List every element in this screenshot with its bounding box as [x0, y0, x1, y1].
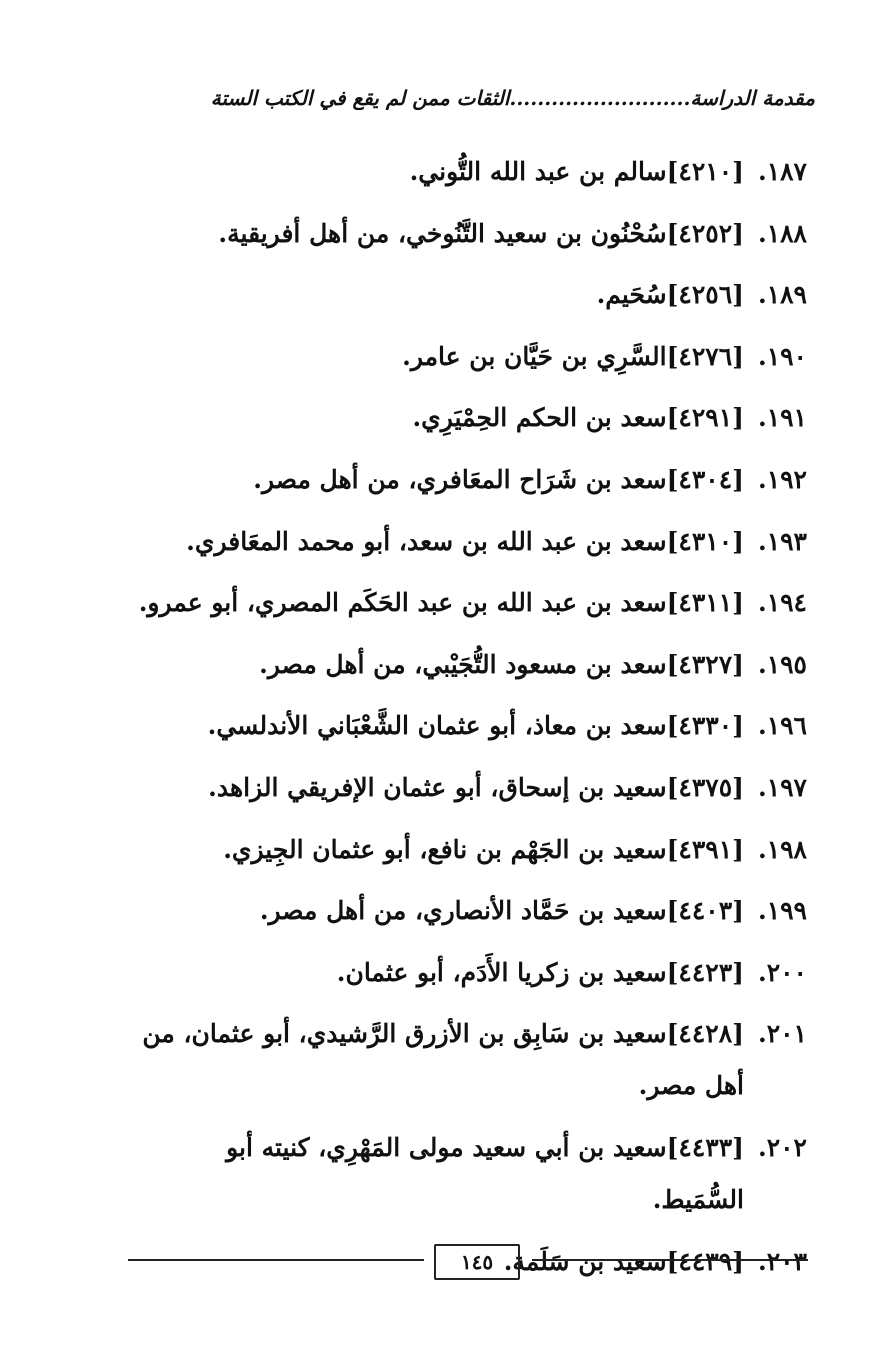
entry-number: ١٩٥ [766, 649, 807, 679]
entry-reference: [٤٣٢٧] [666, 649, 744, 679]
entry-number: ١٨٧ [766, 157, 807, 186]
list-item: ١٩١ . [٤٢٩١]سعد بن الحكم الحِمْيَرِي. [130, 392, 807, 444]
list-item: ٢٠١ . [٤٤٢٨]سعيد بن سَابِق بن الأزرق الرَّشيدي، أبو عثمان، من أهل مصر. [130, 1008, 807, 1112]
entry-text: السَّرِي بن حَيَّان بن عامر. [402, 341, 667, 371]
footer-rule-right [532, 1259, 808, 1261]
entry-reference: [٤٢٩١] [666, 403, 744, 433]
entry-reference: [٤٣٩١] [666, 834, 744, 864]
entry-number: ١٩١ [766, 403, 807, 433]
page-number: ١٤٥ [434, 1244, 520, 1280]
entry-text: سالم بن عبد الله التُّوني. [409, 157, 667, 186]
entry-reference: [٤٢٧٦] [666, 341, 744, 371]
list-item: ١٨٧ . [٤٢١٠]سالم بن عبد الله التُّوني. [130, 146, 807, 198]
entry-text: سعد بن مسعود التُّجَيْبي، من أهل مصر. [259, 649, 667, 679]
entry-list [130, 146, 807, 1297]
entry-number: ١٩٢ [766, 464, 807, 494]
entry-text: سعد بن الحكم الحِمْيَرِي. [412, 403, 667, 433]
list-item: ٢٠٠ . [٤٤٢٣]سعيد بن زكريا الأَدَم، أبو عثمان. [130, 947, 807, 999]
entry-reference: [٤٤٣٣] [666, 1132, 744, 1162]
entry-reference: [٤٣٧٥] [666, 772, 744, 802]
list-item: ١٨٨ . [٤٢٥٢]سُحْنُون بن سعيد التَّنُوخي، من أهل أفريقية. [130, 208, 807, 260]
entry-number: ١٩٣ [766, 526, 807, 556]
entry-reference: [٤٣١١] [666, 588, 744, 618]
entry-number: ٢٠٣ [766, 1246, 807, 1276]
list-item: ١٩٠ . [٤٢٧٦]السَّرِي بن حَيَّان بن عامر. [130, 331, 807, 383]
list-item: ١٩٣ . [٤٣١٠]سعد بن عبد الله بن سعد، أبو محمد المعَافري. [130, 516, 807, 568]
entry-text: سعيد بن سَابِق بن الأزرق الرَّشيدي، أبو عثمان، من أهل مصر. [142, 1019, 744, 1101]
entry-number: ١٩٠ [766, 341, 807, 371]
entry-reference: [٤٣٠٤] [666, 464, 744, 494]
entry-reference: [٤٤٣٩] [666, 1246, 744, 1276]
list-item: ٢٠٣ . [٤٤٣٩]سعيد بن سَلَمة. [130, 1236, 807, 1288]
entry-number: ١٩٩ [766, 896, 807, 926]
entry-text: سعد بن شَرَاح المعَافري، من أهل مصر. [253, 464, 667, 494]
entry-number: ١٩٨ [766, 834, 807, 864]
running-header: مقدمة الدراسة..........................الثقات ممن لم يقع في الكتب الستة [210, 86, 815, 110]
entry-number: ١٨٨ [766, 218, 807, 248]
entry-reference: [٤٣١٠] [666, 526, 744, 556]
entry-reference: [٤٢٥٦] [666, 280, 744, 310]
entry-text: سُحْنُون بن سعيد التَّنُوخي، من أهل أفريقية. [218, 218, 667, 248]
list-item: ١٩٢ . [٤٣٠٤]سعد بن شَرَاح المعَافري، من أهل مصر. [130, 454, 807, 506]
list-item: ١٩٥ . [٤٣٢٧]سعد بن مسعود التُّجَيْبي، من أهل مصر. [130, 639, 807, 691]
entry-text: سعيد بن الجَهْم بن نافع، أبو عثمان الجِيزي. [223, 834, 667, 864]
list-item: ١٨٩ . [٤٢٥٦]سُحَيم. [130, 269, 807, 321]
entry-text: سعيد بن أبي سعيد مولى المَهْرِي، كنيته أبو السُّمَيط. [226, 1132, 744, 1214]
entry-number: ٢٠٠ [766, 957, 807, 987]
list-item: ١٩٦ . [٤٣٣٠]سعد بن معاذ، أبو عثمان الشَّعْبَاني الأندلسي. [130, 700, 807, 752]
entry-reference: [٤٢١٠] [666, 157, 744, 186]
entry-text: سُحَيم. [596, 280, 667, 310]
entry-number: ٢٠٢ [766, 1132, 807, 1162]
entry-reference: [٤٤٠٣] [666, 896, 744, 926]
entry-number: ٢٠١ [766, 1019, 807, 1049]
entry-number: ١٩٧ [766, 772, 807, 802]
entry-text: سعيد بن حَمَّاد الأنصاري، من أهل مصر. [259, 896, 667, 926]
footer-rule-left [128, 1259, 424, 1261]
list-item: ١٩٧ . [٤٣٧٥]سعيد بن إسحاق، أبو عثمان الإفريقي الزاهد. [130, 762, 807, 814]
entry-text: سعد بن عبد الله بن عبد الحَكَم المصري، أبو عمرو. [138, 588, 667, 618]
entry-text: سعيد بن إسحاق، أبو عثمان الإفريقي الزاهد. [208, 772, 667, 802]
entry-text: سعيد بن سَلَمة. [503, 1246, 667, 1276]
entry-reference: [٤٢٥٢] [666, 218, 744, 248]
entry-text: سعيد بن زكريا الأَدَم، أبو عثمان. [336, 957, 667, 987]
page-footer [128, 1242, 808, 1282]
list-item: ٢٠٢ . [٤٤٣٣]سعيد بن أبي سعيد مولى المَهْرِي، كنيته أبو السُّمَيط. [130, 1122, 807, 1226]
entry-reference: [٤٣٣٠] [666, 711, 744, 741]
entry-number: ١٩٦ [766, 711, 807, 741]
list-item: ١٩٨ . [٤٣٩١]سعيد بن الجَهْم بن نافع، أبو عثمان الجِيزي. [130, 824, 807, 876]
list-item: ١٩٩ . [٤٤٠٣]سعيد بن حَمَّاد الأنصاري، من أهل مصر. [130, 885, 807, 937]
entry-reference: [٤٤٢٣] [666, 957, 744, 987]
list-item: ١٩٤ . [٤٣١١]سعد بن عبد الله بن عبد الحَكَم المصري، أبو عمرو. [130, 577, 807, 629]
entry-text: سعد بن عبد الله بن سعد، أبو محمد المعَافري. [186, 526, 667, 556]
entry-number: ١٩٤ [766, 588, 807, 618]
entry-reference: [٤٤٢٨] [666, 1019, 744, 1049]
entry-text: سعد بن معاذ، أبو عثمان الشَّعْبَاني الأندلسي. [207, 711, 667, 741]
entry-number: ١٨٩ [766, 280, 807, 310]
